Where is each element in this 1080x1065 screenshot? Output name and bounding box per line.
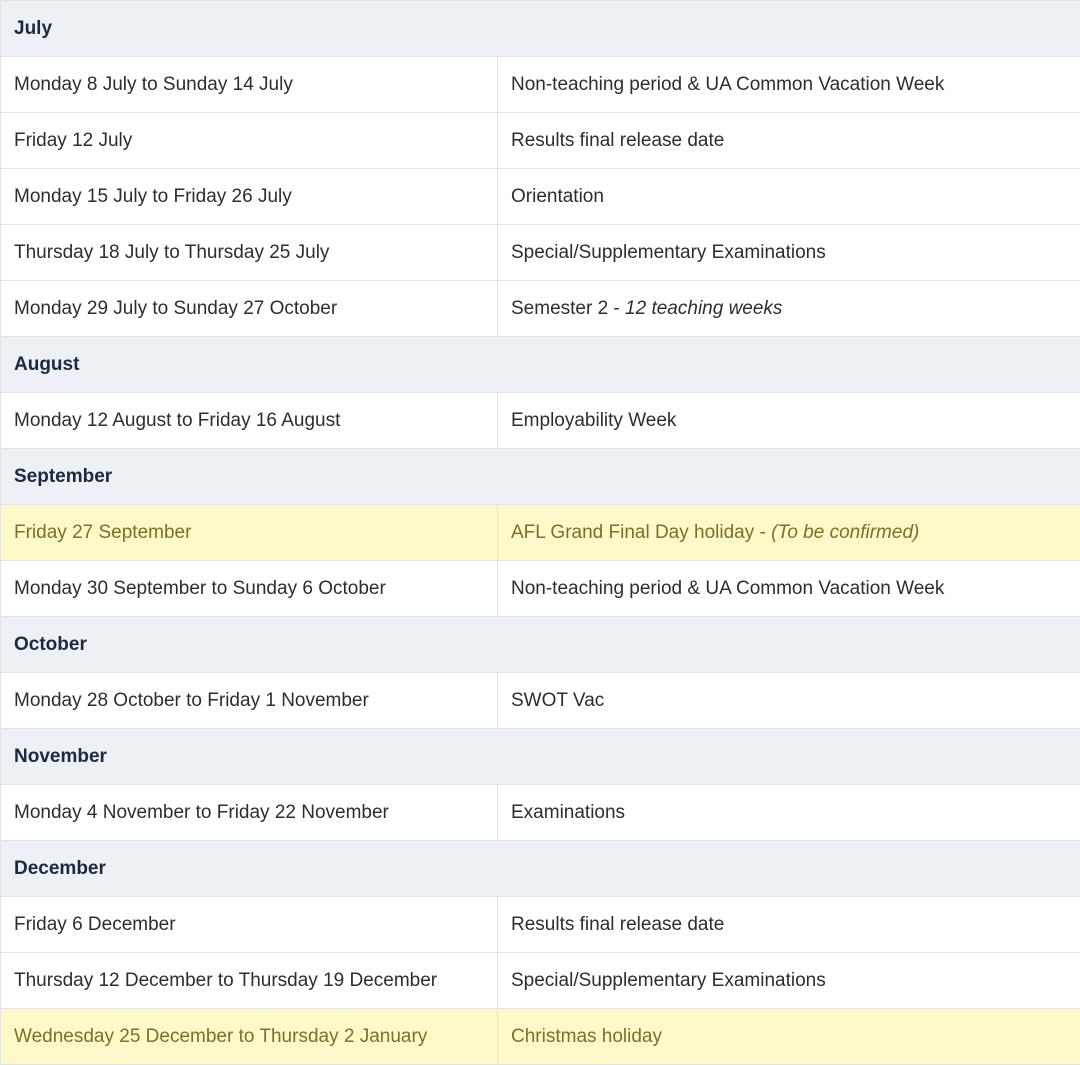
table-row xyxy=(1,897,1080,953)
event-note: 12 teaching weeks xyxy=(625,298,782,319)
month-header-row xyxy=(1,1,1080,57)
event-cell: Orientation xyxy=(498,169,1080,225)
month-header: August xyxy=(1,337,1080,393)
month-header: October xyxy=(1,617,1080,673)
month-header-row xyxy=(1,841,1080,897)
event-note: (To be confirmed) xyxy=(771,522,919,543)
month-header-row xyxy=(1,337,1080,393)
event-cell: Special/Supplementary Examinations xyxy=(498,953,1080,1009)
date-cell: Monday 4 November to Friday 22 November xyxy=(1,785,498,841)
month-header: July xyxy=(1,1,1080,57)
calendar-body xyxy=(1,1,1080,1065)
event-cell xyxy=(498,281,1080,337)
month-header-row xyxy=(1,449,1080,505)
date-cell: Thursday 12 December to Thursday 19 December xyxy=(1,953,498,1009)
date-cell: Wednesday 25 December to Thursday 2 January xyxy=(1,1009,498,1065)
table-row xyxy=(1,785,1080,841)
date-cell: Thursday 18 July to Thursday 25 July xyxy=(1,225,498,281)
event-cell: Employability Week xyxy=(498,393,1080,449)
event-cell: Christmas holiday xyxy=(498,1009,1080,1065)
table-row xyxy=(1,953,1080,1009)
date-cell: Monday 29 July to Sunday 27 October xyxy=(1,281,498,337)
date-cell: Monday 15 July to Friday 26 July xyxy=(1,169,498,225)
date-cell: Monday 30 September to Sunday 6 October xyxy=(1,561,498,617)
event-cell: SWOT Vac xyxy=(498,673,1080,729)
month-header: September xyxy=(1,449,1080,505)
table-row xyxy=(1,113,1080,169)
table-row xyxy=(1,225,1080,281)
table-row xyxy=(1,673,1080,729)
month-header: December xyxy=(1,841,1080,897)
table-row xyxy=(1,281,1080,337)
event-text: Semester 2 - xyxy=(511,298,625,319)
table-row xyxy=(1,169,1080,225)
date-cell: Monday 12 August to Friday 16 August xyxy=(1,393,498,449)
event-cell: Results final release date xyxy=(498,113,1080,169)
event-cell: Non-teaching period & UA Common Vacation Week xyxy=(498,57,1080,113)
event-cell: Non-teaching period & UA Common Vacation Week xyxy=(498,561,1080,617)
date-cell: Monday 28 October to Friday 1 November xyxy=(1,673,498,729)
table-row xyxy=(1,57,1080,113)
highlighted-row xyxy=(1,505,1080,561)
event-cell: Examinations xyxy=(498,785,1080,841)
date-cell: Friday 12 July xyxy=(1,113,498,169)
date-cell: Friday 27 September xyxy=(1,505,498,561)
date-cell: Friday 6 December xyxy=(1,897,498,953)
highlighted-row xyxy=(1,1009,1080,1065)
date-cell: Monday 8 July to Sunday 14 July xyxy=(1,57,498,113)
table-row xyxy=(1,393,1080,449)
table-row xyxy=(1,561,1080,617)
month-header: November xyxy=(1,729,1080,785)
event-cell xyxy=(498,505,1080,561)
month-header-row xyxy=(1,617,1080,673)
event-cell: Special/Supplementary Examinations xyxy=(498,225,1080,281)
month-header-row xyxy=(1,729,1080,785)
event-cell: Results final release date xyxy=(498,897,1080,953)
event-text: AFL Grand Final Day holiday - xyxy=(511,522,771,543)
